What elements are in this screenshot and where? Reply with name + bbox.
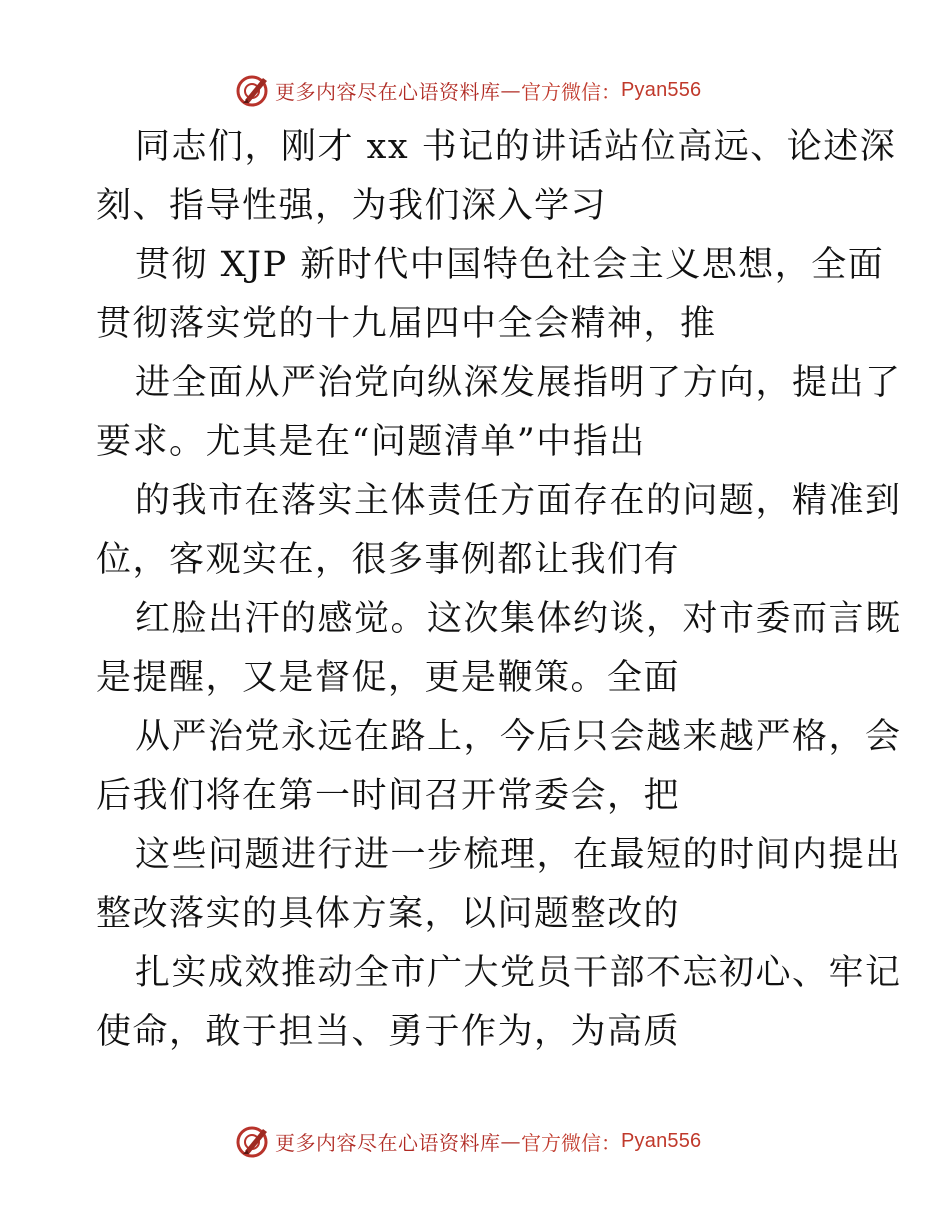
text-line: 刻、指导性强，为我们深入学习: [96, 186, 608, 226]
watermark-wechat-id: Pyan556: [621, 78, 702, 101]
text-line: 这些问题进行进一步梳理，在最短的时间内提出: [135, 835, 902, 875]
text-line: 从严治党永远在路上，今后只会越来越严格，会: [135, 717, 902, 757]
brush-logo-icon: [233, 1121, 273, 1161]
text-line: 后我们将在第一时间召开常委会，把: [96, 776, 681, 816]
text-line: 使命，敢于担当、勇于作为，为高质: [96, 1012, 681, 1052]
text-line: 是提醒，又是督促，更是鞭策。全面: [96, 658, 681, 698]
watermark-dash: —: [500, 78, 521, 102]
watermark-dash: —: [500, 1129, 521, 1153]
text-line: 要求。尤其是在“问题清单”中指出: [96, 422, 646, 462]
text-line: 贯彻 XJP 新时代中国特色社会主义思想，全面: [135, 245, 885, 285]
text-line: 同志们，刚才 xx 书记的讲话站位高远、论述深: [135, 127, 897, 167]
watermark-wechat-label: 官方微信：: [521, 79, 621, 104]
watermark-wechat-label: 官方微信：: [521, 1130, 621, 1155]
text-line: 红脸出汗的感觉。这次集体约谈，对市委而言既: [135, 599, 902, 639]
text-line: 进全面从严治党向纵深发展指明了方向，提出了: [135, 363, 902, 403]
text-line: 的我市在落实主体责任方面存在的问题，精准到: [135, 481, 902, 521]
watermark-wechat-id: Pyan556: [621, 1129, 702, 1152]
text-line: 贯彻落实党的十九届四中全会精神，推: [96, 304, 717, 344]
brush-logo-icon: [233, 70, 273, 110]
header-watermark: [233, 70, 753, 110]
text-line: 位，客观实在，很多事例都让我们有: [96, 540, 681, 580]
footer-watermark: [233, 1121, 753, 1161]
document-body: [96, 118, 902, 1062]
text-line: 整改落实的具体方案，以问题整改的: [96, 894, 681, 934]
watermark-main-text: 更多内容尽在心语资料库: [275, 1130, 501, 1155]
watermark-main-text: 更多内容尽在心语资料库: [275, 79, 501, 104]
text-line: 扎实成效推动全市广大党员干部不忘初心、牢记: [135, 953, 902, 993]
